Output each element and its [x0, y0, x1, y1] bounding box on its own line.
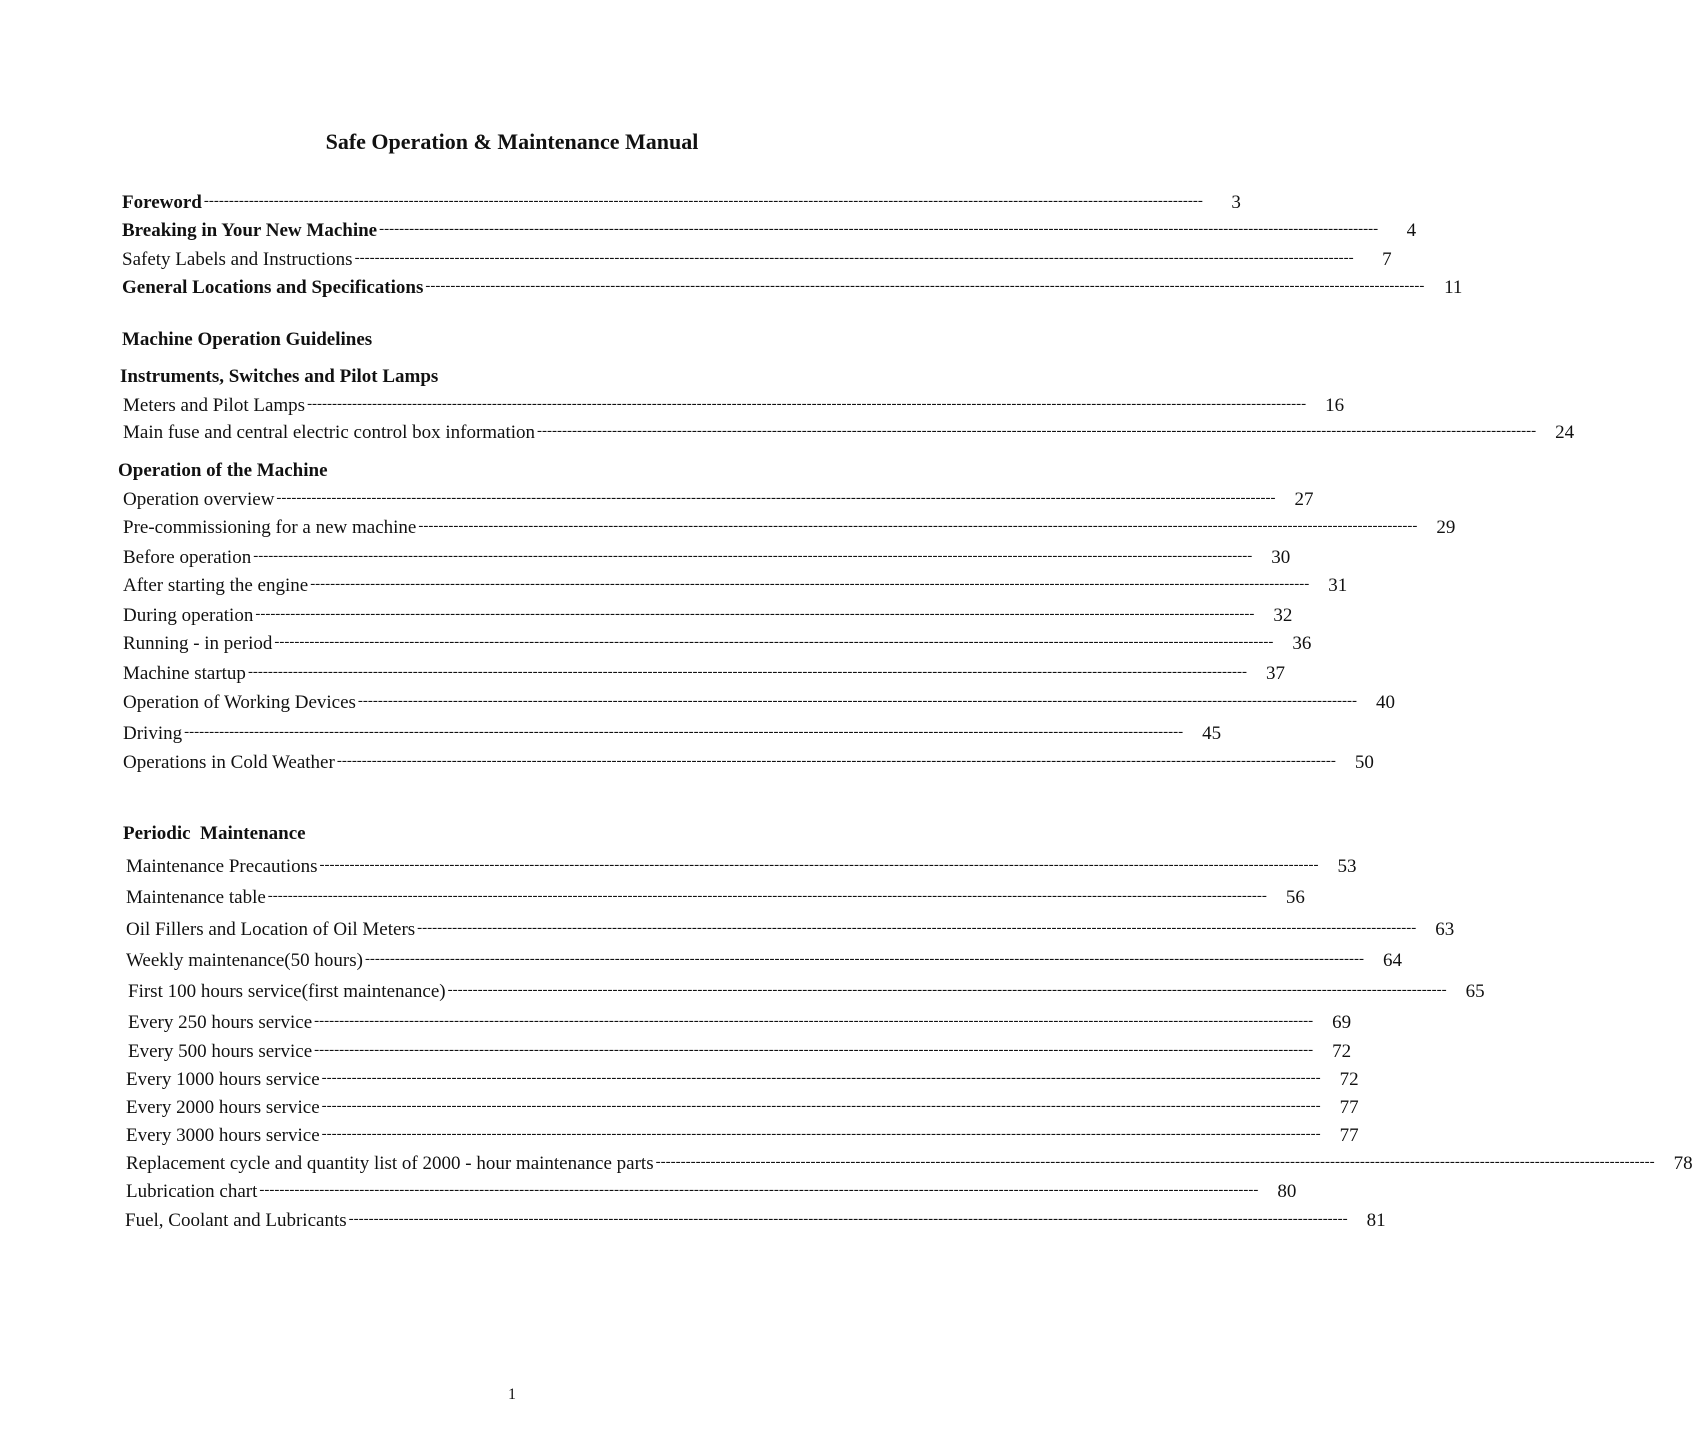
toc-entry-page: 40 [1375, 692, 1395, 713]
toc-leader: -------------------------------------------------------------------------------------------------------------------------------------------------------------------------------------------------------- [253, 548, 1253, 564]
toc-entry [123, 663, 1285, 689]
toc-entry [123, 547, 1291, 573]
toc-entry [123, 605, 1293, 631]
section-heading-maintenance: Periodic Maintenance [123, 823, 306, 844]
toc-entry-page: 77 [1339, 1097, 1359, 1118]
toc-entry [126, 919, 1455, 945]
toc-entry-page: 81 [1366, 1210, 1386, 1231]
page-number: 1 [508, 1386, 516, 1403]
toc-leader: -------------------------------------------------------------------------------------------------------------------------------------------------------------------------------------------------------- [259, 1182, 1259, 1198]
toc-entry-label: Running - in period [123, 633, 273, 654]
toc-entry-label: Maintenance table [126, 887, 266, 908]
toc-entry [126, 950, 1402, 976]
toc-entry [128, 1041, 1352, 1067]
toc-leader: -------------------------------------------------------------------------------------------------------------------------------------------------------------------------------------------------------- [276, 490, 1276, 506]
toc-entry-page: 69 [1332, 1012, 1352, 1033]
toc-entry-page: 64 [1382, 950, 1402, 971]
toc-entry-page: 16 [1325, 395, 1345, 416]
toc-entry-page: 50 [1354, 752, 1374, 773]
toc-entry [123, 489, 1314, 515]
toc-leader: -------------------------------------------------------------------------------------------------------------------------------------------------------------------------------------------------------- [184, 724, 1184, 740]
toc-entry-label: Foreword [122, 192, 202, 213]
toc-entry-label: Every 250 hours service [128, 1012, 313, 1033]
toc-entry-label: Every 2000 hours service [126, 1097, 320, 1118]
toc-entry [123, 422, 1575, 448]
toc-leader: -------------------------------------------------------------------------------------------------------------------------------------------------------------------------------------------------------- [319, 857, 1319, 873]
toc-entry-label: Operations in Cold Weather [123, 752, 335, 773]
toc-entry-page: 72 [1339, 1069, 1359, 1090]
toc-leader: -------------------------------------------------------------------------------------------------------------------------------------------------------------------------------------------------------- [364, 951, 1364, 967]
toc-entry-label: Fuel, Coolant and Lubricants [125, 1210, 347, 1231]
toc-entry-label: Maintenance Precautions [126, 856, 318, 877]
toc-entry-page: 24 [1555, 422, 1575, 443]
toc-entry [126, 856, 1357, 882]
toc-leader: -------------------------------------------------------------------------------------------------------------------------------------------------------------------------------------------------------- [336, 753, 1336, 769]
toc-leader: -------------------------------------------------------------------------------------------------------------------------------------------------------------------------------------------------------- [203, 193, 1203, 209]
toc-entry-label: Machine startup [123, 663, 246, 684]
toc-entry-label: Every 3000 hours service [126, 1125, 320, 1146]
toc-entry-page: 30 [1271, 547, 1291, 568]
toc-entry-safety-labels [122, 249, 1392, 275]
toc-entry-page: 3 [1231, 192, 1241, 213]
toc-entry-label: Weekly maintenance(50 hours) [126, 950, 363, 971]
toc-leader: -------------------------------------------------------------------------------------------------------------------------------------------------------------------------------------------------------- [354, 250, 1354, 266]
toc-entry-label: During operation [123, 605, 254, 626]
toc-entry [123, 575, 1348, 601]
toc-leader: -------------------------------------------------------------------------------------------------------------------------------------------------------------------------------------------------------- [247, 664, 1247, 680]
toc-leader: -------------------------------------------------------------------------------------------------------------------------------------------------------------------------------------------------------- [321, 1098, 1321, 1114]
toc-entry [126, 1125, 1359, 1151]
toc-entry-page: 37 [1265, 663, 1285, 684]
toc-leader: -------------------------------------------------------------------------------------------------------------------------------------------------------------------------------------------------------- [447, 982, 1447, 998]
toc-entry-page: 45 [1202, 723, 1222, 744]
toc-entry-label: Meters and Pilot Lamps [123, 395, 306, 416]
toc-entry-label: Breaking in Your New Machine [122, 220, 378, 241]
toc-entry-page: 78 [1673, 1153, 1693, 1174]
toc-entry-page: 32 [1273, 605, 1293, 626]
toc-entry-page: 4 [1406, 220, 1417, 241]
toc-leader: -------------------------------------------------------------------------------------------------------------------------------------------------------------------------------------------------------- [255, 606, 1255, 622]
toc-entry [128, 1012, 1352, 1038]
toc-entry-label: Operation overview [123, 489, 275, 510]
section-heading-operation: Operation of the Machine [118, 460, 328, 481]
toc-leader: -------------------------------------------------------------------------------------------------------------------------------------------------------------------------------------------------------- [267, 888, 1267, 904]
toc-entry-general-locations [122, 277, 1463, 303]
toc-leader: -------------------------------------------------------------------------------------------------------------------------------------------------------------------------------------------------------- [655, 1154, 1655, 1170]
toc-entry-label: Replacement cycle and quantity list of 2000 - hour maintenance parts [126, 1153, 654, 1174]
toc-leader: -------------------------------------------------------------------------------------------------------------------------------------------------------------------------------------------------------- [417, 920, 1417, 936]
toc-entry-foreword [122, 192, 1241, 218]
toc-entry-page: 31 [1328, 575, 1348, 596]
toc-entry-page: 63 [1435, 919, 1455, 940]
toc-leader: -------------------------------------------------------------------------------------------------------------------------------------------------------------------------------------------------------- [418, 518, 1418, 534]
toc-entry [126, 887, 1305, 913]
toc-entry-label: Driving [123, 723, 183, 744]
toc-entry-label: First 100 hours service(first maintenance) [128, 981, 446, 1002]
toc-entry [123, 395, 1345, 421]
toc-leader: -------------------------------------------------------------------------------------------------------------------------------------------------------------------------------------------------------- [537, 423, 1537, 439]
toc-entry-page: 72 [1332, 1041, 1352, 1062]
toc-entry-page: 7 [1382, 249, 1392, 270]
toc-entry-label: Every 1000 hours service [126, 1069, 320, 1090]
toc-entry-page: 56 [1285, 887, 1305, 908]
toc-entry [126, 1069, 1359, 1095]
toc-leader: -------------------------------------------------------------------------------------------------------------------------------------------------------------------------------------------------------- [274, 634, 1274, 650]
toc-entry-page: 11 [1444, 277, 1463, 298]
toc-entry-label: Every 500 hours service [128, 1041, 313, 1062]
toc-entry-breaking-in [122, 220, 1417, 246]
toc-entry-label: Lubrication chart [126, 1181, 258, 1202]
toc-entry-label: Safety Labels and Instructions [122, 249, 353, 270]
document-title: Safe Operation & Maintenance Manual [325, 129, 699, 154]
toc-entry [123, 692, 1395, 718]
toc-entry-page: 77 [1339, 1125, 1359, 1146]
toc-leader: -------------------------------------------------------------------------------------------------------------------------------------------------------------------------------------------------------- [310, 576, 1310, 592]
section-heading-instruments: Instruments, Switches and Pilot Lamps [120, 366, 439, 387]
toc-leader: -------------------------------------------------------------------------------------------------------------------------------------------------------------------------------------------------------- [314, 1013, 1314, 1029]
toc-entry [125, 1210, 1386, 1236]
toc-leader: -------------------------------------------------------------------------------------------------------------------------------------------------------------------------------------------------------- [379, 221, 1379, 237]
toc-entry [123, 633, 1312, 659]
toc-leader: -------------------------------------------------------------------------------------------------------------------------------------------------------------------------------------------------------- [357, 693, 1357, 709]
toc-entry-label: Before operation [123, 547, 252, 568]
toc-entry-label: Oil Fillers and Location of Oil Meters [126, 919, 416, 940]
toc-entry-label: Main fuse and central electric control box information [123, 422, 536, 443]
toc-entry [123, 752, 1374, 778]
toc-entry-page: 27 [1294, 489, 1314, 510]
toc-entry-label: After starting the engine [123, 575, 309, 596]
toc-entry [123, 517, 1456, 543]
toc-leader: -------------------------------------------------------------------------------------------------------------------------------------------------------------------------------------------------------- [321, 1070, 1321, 1086]
toc-leader: -------------------------------------------------------------------------------------------------------------------------------------------------------------------------------------------------------- [348, 1211, 1348, 1227]
toc-entry-page: 36 [1292, 633, 1312, 654]
toc-entry [128, 981, 1485, 1007]
toc-entry-page: 29 [1436, 517, 1456, 538]
toc-entry-label: General Locations and Specifications [122, 277, 424, 298]
toc-entry-page: 80 [1277, 1181, 1297, 1202]
section-heading-guidelines: Machine Operation Guidelines [122, 329, 373, 350]
toc-entry-page: 53 [1337, 856, 1357, 877]
toc-entry-page: 65 [1465, 981, 1485, 1002]
toc-leader: -------------------------------------------------------------------------------------------------------------------------------------------------------------------------------------------------------- [314, 1042, 1314, 1058]
toc-leader: -------------------------------------------------------------------------------------------------------------------------------------------------------------------------------------------------------- [321, 1126, 1321, 1142]
toc-entry-label: Operation of Working Devices [123, 692, 356, 713]
toc-entry [126, 1097, 1359, 1123]
toc-entry-label: Pre-commissioning for a new machine [123, 517, 417, 538]
toc-leader: -------------------------------------------------------------------------------------------------------------------------------------------------------------------------------------------------------- [307, 396, 1307, 412]
toc-entry [126, 1181, 1297, 1207]
toc-entry [126, 1153, 1693, 1179]
toc-leader: -------------------------------------------------------------------------------------------------------------------------------------------------------------------------------------------------------- [425, 278, 1425, 294]
toc-entry [123, 723, 1222, 749]
